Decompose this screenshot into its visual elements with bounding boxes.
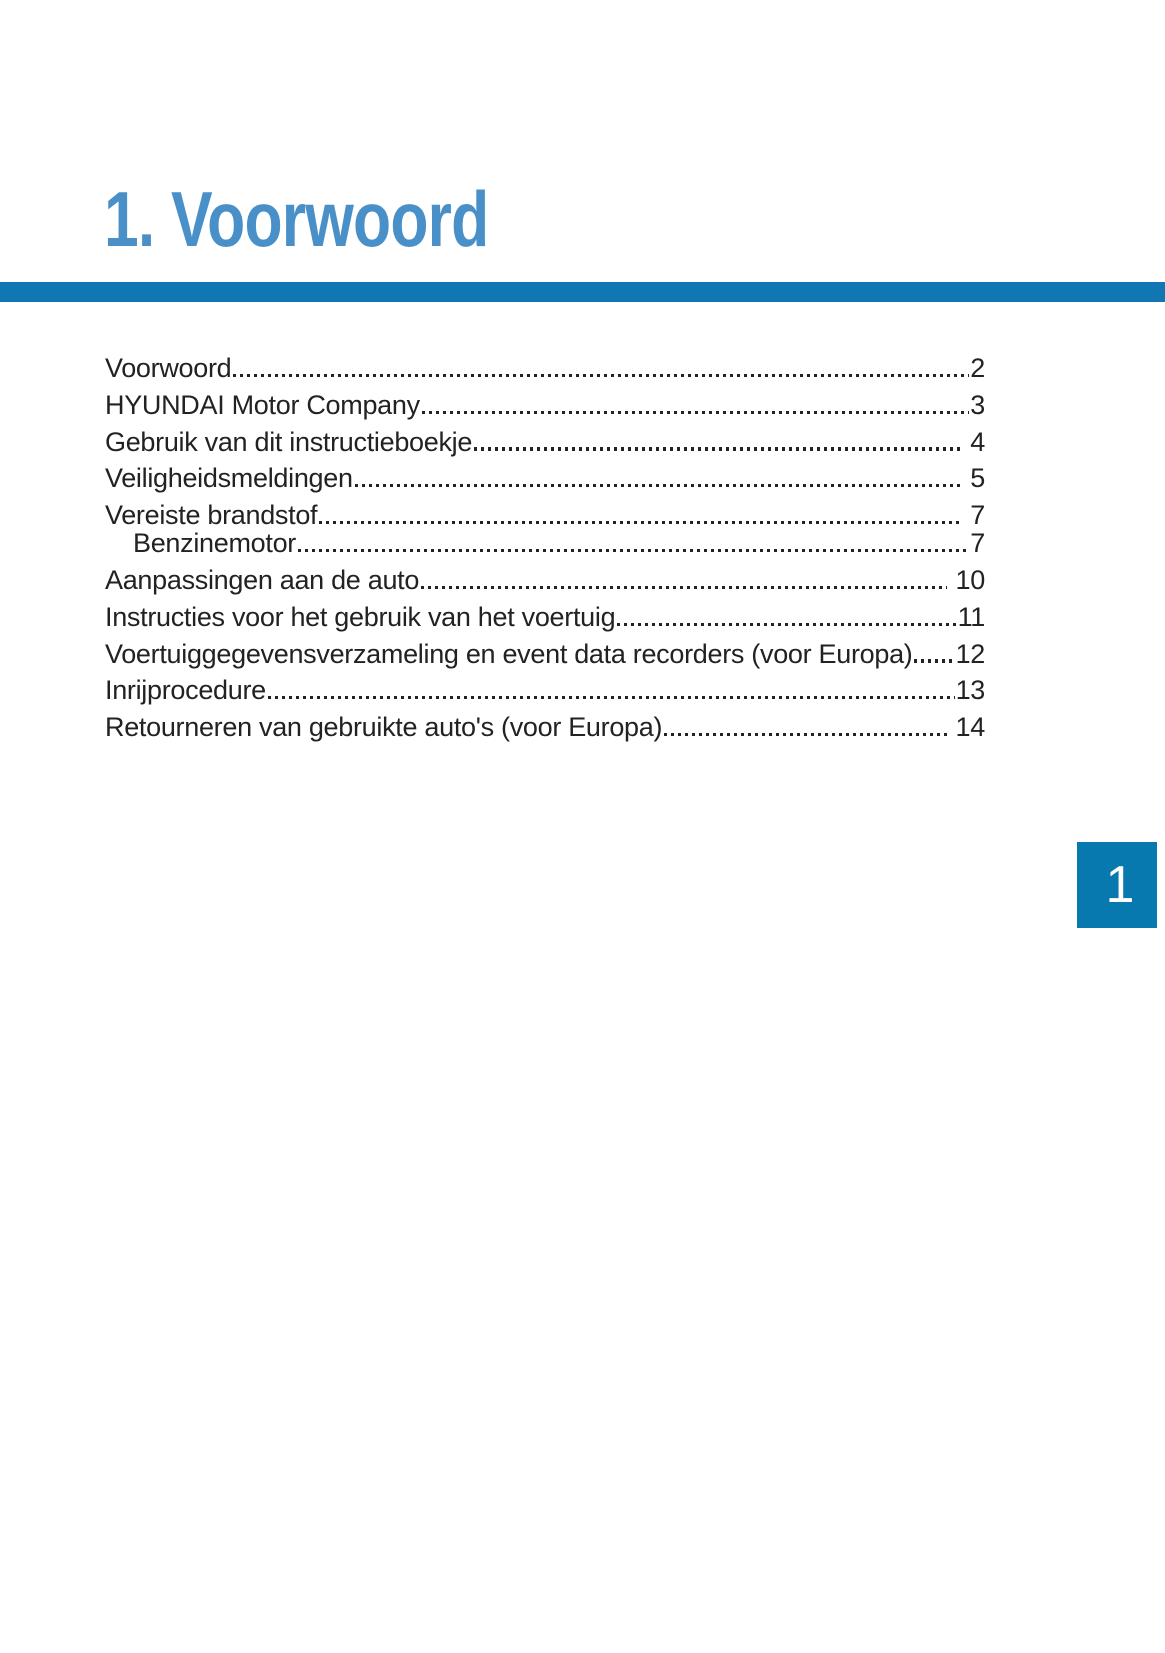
toc-entry-label: Gebruik van dit instructieboekje bbox=[105, 426, 473, 457]
toc-entry-page: 10 bbox=[948, 564, 985, 595]
toc-leader-dots bbox=[617, 623, 956, 626]
toc-entry bbox=[105, 709, 985, 746]
toc-entry-page: 7 bbox=[963, 500, 985, 531]
toc-entry-label: Voorwoord bbox=[105, 353, 232, 383]
toc-entry-page: 12 bbox=[955, 638, 985, 669]
toc-entry bbox=[105, 350, 985, 387]
toc-leader-dots bbox=[474, 447, 962, 450]
toc-entry-page: 3 bbox=[970, 389, 985, 420]
toc-entry-page: 7 bbox=[970, 528, 985, 559]
toc-entry-label: Benzinemotor bbox=[133, 528, 296, 559]
toc-entry-label: Aanpassingen aan de auto bbox=[105, 564, 420, 595]
toc-leader-dots bbox=[268, 696, 955, 699]
toc-entry-label: HYUNDAI Motor Company bbox=[105, 389, 420, 420]
toc-entry bbox=[105, 525, 985, 562]
toc-leader-dots bbox=[233, 374, 969, 377]
toc-entry-label: Veiligheidsmeldingen bbox=[105, 463, 353, 494]
toc-entry bbox=[105, 460, 985, 497]
toc-entry-page: 13 bbox=[955, 675, 985, 706]
toc-entry-label: Instructies voor het gebruik van het voertuig bbox=[105, 601, 616, 632]
toc-entry bbox=[105, 424, 985, 461]
toc-leader-dots bbox=[298, 549, 969, 552]
toc-entry-page: 11 bbox=[957, 601, 985, 632]
toc-entry bbox=[105, 599, 985, 636]
chapter-title: 1. Voorwoord bbox=[104, 175, 489, 263]
toc-entry bbox=[105, 387, 985, 424]
toc-entry-page: 5 bbox=[963, 463, 985, 494]
title-divider-rule bbox=[0, 282, 1165, 302]
toc-entry bbox=[105, 636, 985, 673]
toc-entry bbox=[105, 562, 985, 599]
toc-leader-dots bbox=[664, 733, 947, 736]
toc-leader-dots bbox=[422, 411, 969, 414]
toc-leader-dots bbox=[914, 659, 954, 662]
toc-leader-dots bbox=[421, 586, 947, 589]
toc-entry-label: Inrijprocedure bbox=[105, 675, 266, 706]
toc-entry-page: 14 bbox=[948, 712, 985, 743]
chapter-tab-number: 1 bbox=[1105, 856, 1135, 914]
toc-leader-dots bbox=[355, 484, 962, 487]
toc-entry-page: 2 bbox=[970, 353, 985, 383]
toc-entry-label: Voertuiggegevensverzameling en event data recorders (voor Europa) bbox=[105, 638, 913, 669]
table-of-contents bbox=[105, 350, 985, 746]
toc-entry-page: 4 bbox=[963, 426, 985, 457]
chapter-tab bbox=[1077, 842, 1157, 928]
toc-entry-label: Vereiste brandstof bbox=[105, 500, 318, 531]
toc-entry bbox=[105, 672, 985, 709]
toc-leader-dots bbox=[319, 521, 962, 524]
toc-entry-label: Retourneren van gebruikte auto's (voor Europa) bbox=[105, 712, 663, 743]
